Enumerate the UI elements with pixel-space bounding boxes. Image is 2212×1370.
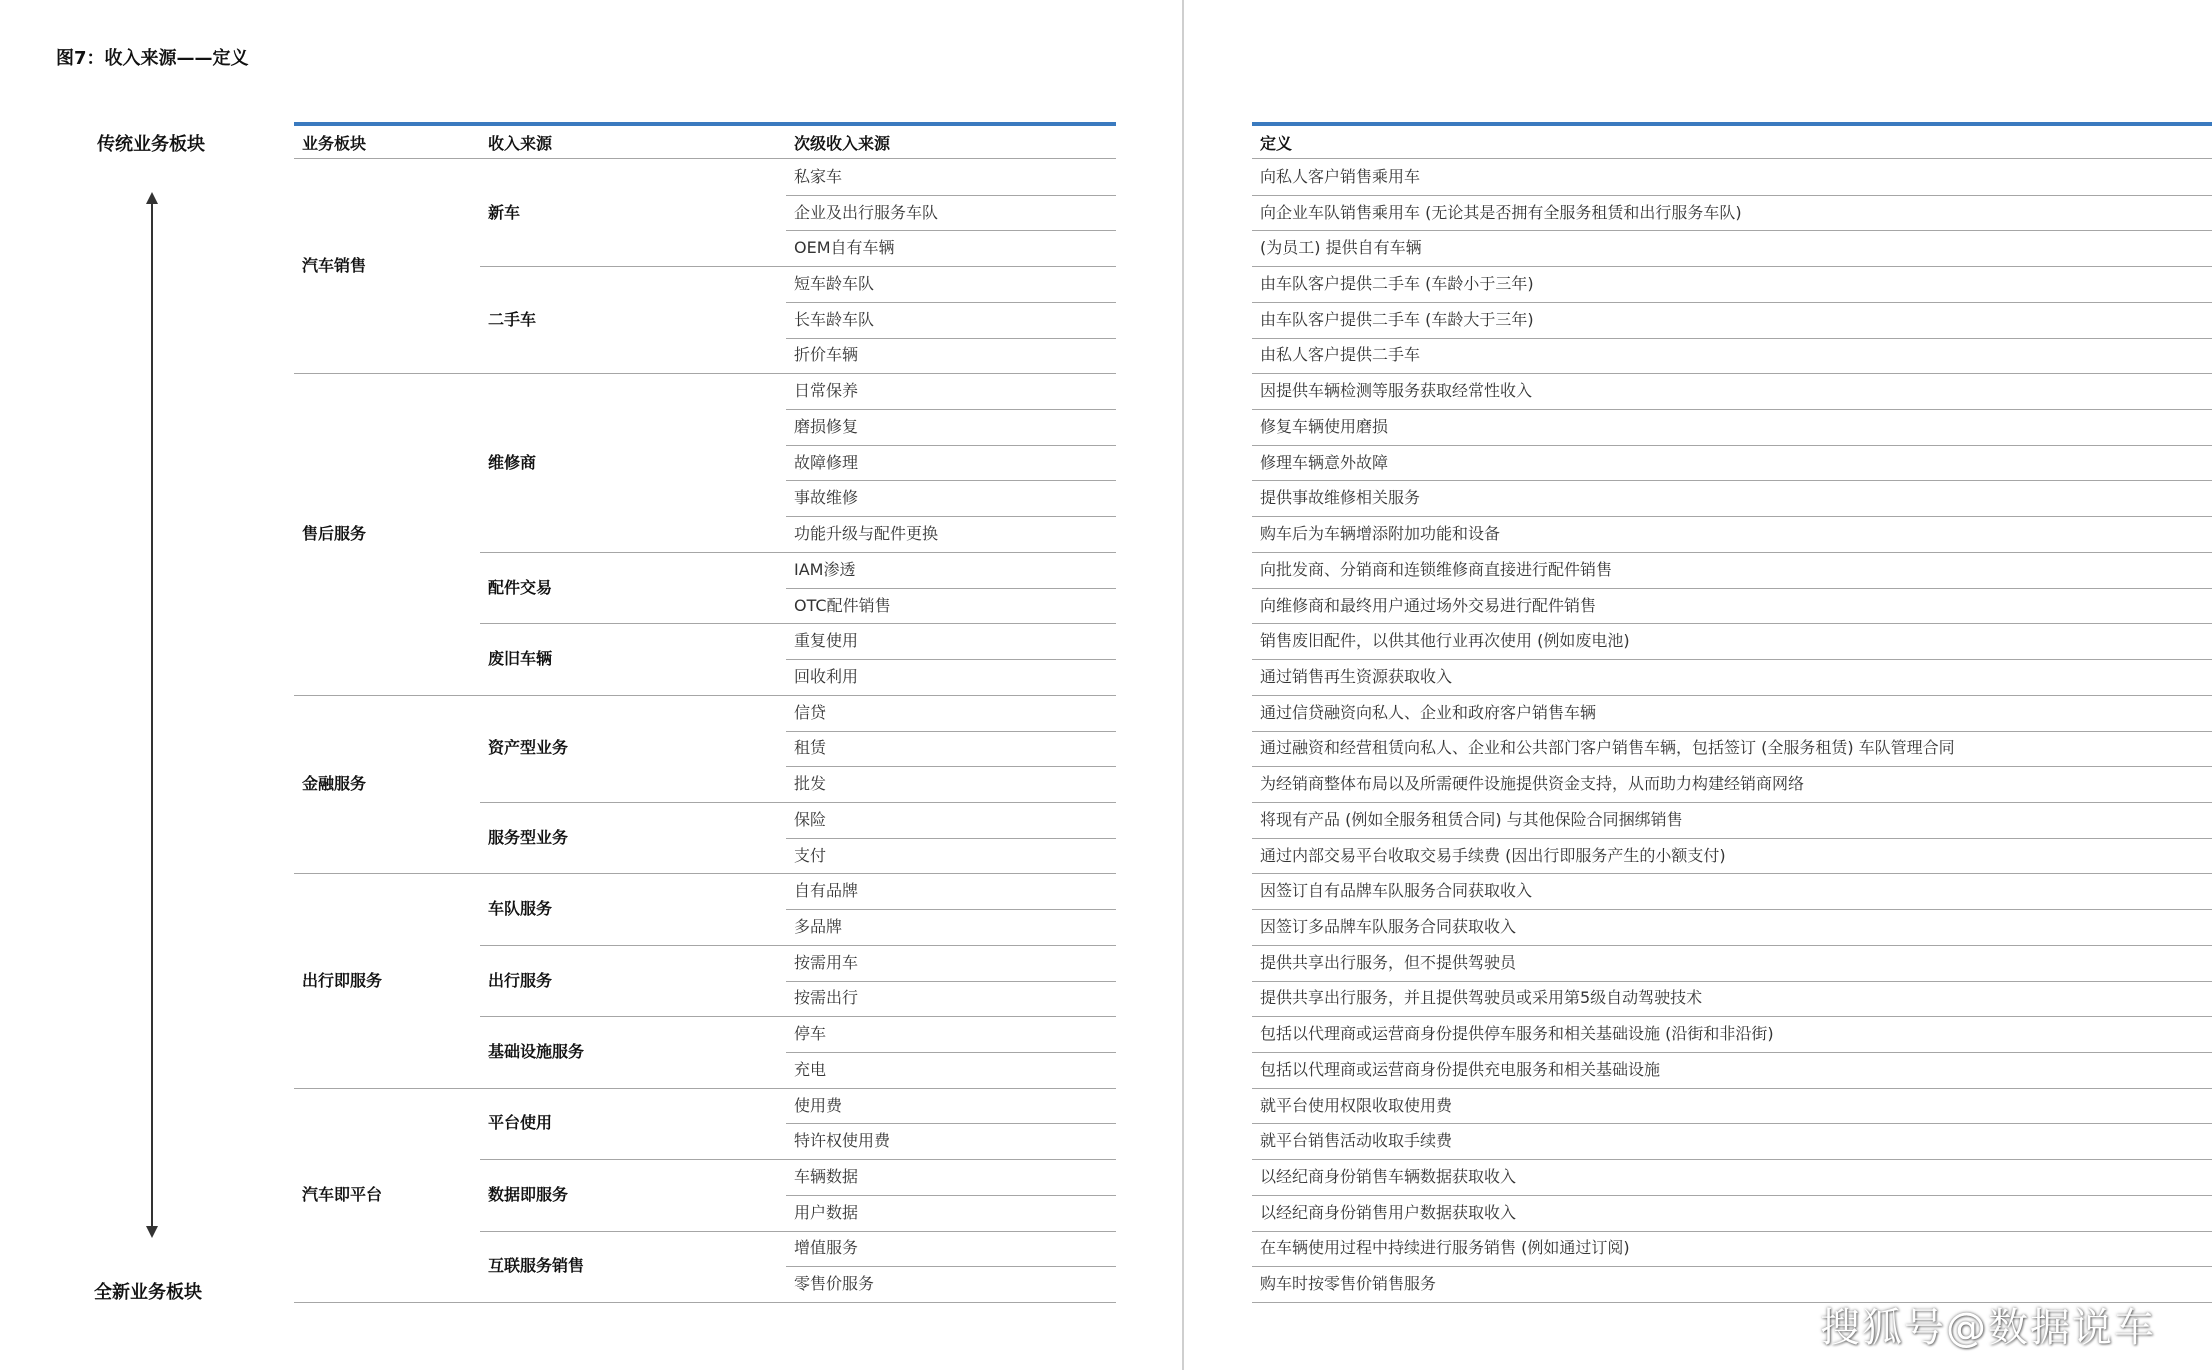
definition-cell: 因签订多品牌车队服务合同获取收入: [1260, 916, 1517, 936]
segment-label: 汽车销售: [302, 256, 367, 276]
definition-cell: 为经销商整体布局以及所需硬件设施提供资金支持，从而助力构建经销商网络: [1260, 774, 1805, 794]
source-label: 维修商: [488, 452, 537, 472]
definition-cell: 通过销售再生资源获取收入: [1260, 666, 1453, 686]
sub-source-cell: 保险: [794, 809, 827, 829]
definition-cell: 由车队客户提供二手车 (车龄小于三年): [1260, 274, 1534, 294]
definition-cell: 修复车辆使用磨损: [1260, 416, 1389, 436]
definition-cell: 通过融资和经营租赁向私人、企业和公共部门客户销售车辆，包括签订 (全服务租赁) 车队管理合同: [1260, 738, 1955, 758]
definition-cell: 以经纪商身份销售用户数据获取收入: [1260, 1202, 1517, 1222]
row-rule-left: [786, 588, 1116, 589]
definition-cell: 购车后为车辆增添附加功能和设备: [1260, 524, 1501, 544]
row-rule-right: [1252, 623, 2212, 624]
definition-cell: 修理车辆意外故障: [1260, 452, 1389, 472]
definition-cell: 就平台使用权限收取使用费: [1260, 1095, 1453, 1115]
row-rule-left: [786, 480, 1116, 481]
row-rule-left: [786, 338, 1116, 339]
header-rule-left: [294, 158, 1116, 159]
figure-title: 图7：收入来源——定义: [56, 48, 249, 69]
arrow-down-icon: [146, 1226, 158, 1238]
definition-cell: 由车队客户提供二手车 (车龄大于三年): [1260, 309, 1534, 329]
row-rule-left: [480, 802, 1116, 803]
row-rule-left: [786, 516, 1116, 517]
sub-source-cell: 功能升级与配件更换: [794, 524, 939, 544]
segment-label: 金融服务: [302, 774, 367, 794]
sub-source-cell: 重复使用: [794, 631, 859, 651]
row-rule-left: [294, 695, 1116, 696]
sub-source-cell: 增值服务: [794, 1238, 859, 1258]
sub-source-cell: 支付: [794, 845, 827, 865]
definition-cell: 以经纪商身份销售车辆数据获取收入: [1260, 1167, 1517, 1187]
definition-cell: 向企业车队销售乘用车 (无论其是否拥有全服务租赁和出行服务车队): [1260, 202, 1742, 222]
row-rule-right: [1252, 731, 2212, 732]
definition-cell: 包括以代理商或运营商身份提供停车服务和相关基础设施 (沿街和非沿街): [1260, 1024, 1774, 1044]
row-rule-right: [1252, 588, 2212, 589]
row-rule-right: [1252, 802, 2212, 803]
segment-label: 售后服务: [302, 524, 367, 544]
source-label: 出行服务: [488, 970, 553, 990]
header-sub-source: 次级收入来源: [794, 134, 891, 153]
sub-source-cell: 按需出行: [794, 988, 859, 1008]
row-rule-right: [1252, 1266, 2212, 1267]
row-rule-right: [1252, 1088, 2212, 1089]
definition-cell: 向批发商、分销商和连锁维修商直接进行配件销售: [1260, 559, 1613, 579]
row-rule-right: [1252, 266, 2212, 267]
definition-cell: 向私人客户销售乘用车: [1260, 166, 1421, 186]
row-rule-right: [1252, 445, 2212, 446]
definition-cell: 包括以代理商或运营商身份提供充电服务和相关基础设施: [1260, 1059, 1661, 1079]
definition-cell: 将现有产品 (例如全服务租赁合同) 与其他保险合同捆绑销售: [1260, 809, 1683, 829]
source-label: 平台使用: [488, 1113, 553, 1133]
axis-arrow-line: [151, 200, 153, 1230]
sub-source-cell: 停车: [794, 1024, 827, 1044]
row-rule-left: [480, 1159, 1116, 1160]
row-rule-left: [786, 230, 1116, 231]
definition-cell: 就平台销售活动收取手续费: [1260, 1131, 1453, 1151]
sub-source-cell: 按需用车: [794, 952, 859, 972]
sub-source-cell: 批发: [794, 774, 827, 794]
definition-cell: 因签订自有品牌车队服务合同获取收入: [1260, 881, 1533, 901]
row-rule-left: [786, 909, 1116, 910]
sub-source-cell: 用户数据: [794, 1202, 859, 1222]
row-rule-left: [786, 838, 1116, 839]
row-rule-left: [480, 1231, 1116, 1232]
sub-source-cell: 长车龄车队: [794, 309, 875, 329]
header-segment: 业务板块: [302, 134, 367, 153]
sub-source-cell: 企业及出行服务车队: [794, 202, 939, 222]
sub-source-cell: 日常保养: [794, 381, 859, 401]
sub-source-cell: OTC配件销售: [794, 595, 891, 615]
left-table-top-bar: [294, 122, 1116, 126]
definition-cell: 销售废旧配件，以供其他行业再次使用 (例如废电池): [1260, 631, 1630, 651]
header-definition: 定义: [1260, 134, 1293, 153]
source-label: 车队服务: [488, 899, 553, 919]
row-rule-left: [786, 1052, 1116, 1053]
sub-source-cell: 使用费: [794, 1095, 843, 1115]
right-table-top-bar: [1252, 122, 2212, 126]
row-rule-left: [480, 266, 1116, 267]
source-label: 配件交易: [488, 577, 553, 597]
row-rule-right: [1252, 373, 2212, 374]
row-rule-left: [480, 552, 1116, 553]
row-rule-right: [1252, 873, 2212, 874]
segment-label: 出行即服务: [302, 970, 383, 990]
sub-source-cell: 车辆数据: [794, 1167, 859, 1187]
sub-source-cell: 故障修理: [794, 452, 859, 472]
row-rule-left: [786, 1123, 1116, 1124]
row-rule-left: [786, 659, 1116, 660]
source-label: 基础设施服务: [488, 1042, 585, 1061]
row-rule-right: [1252, 695, 2212, 696]
definition-cell: 由私人客户提供二手车: [1260, 345, 1421, 365]
sub-source-cell: 特许权使用费: [794, 1131, 891, 1151]
row-rule-left: [786, 1266, 1116, 1267]
sub-source-cell: 零售价服务: [794, 1274, 875, 1294]
sub-source-cell: 自有品牌: [794, 881, 859, 901]
row-rule-left: [294, 873, 1116, 874]
definition-cell: (为员工) 提供自有车辆: [1260, 238, 1422, 258]
page-divider: [1182, 0, 1184, 1370]
row-rule-right: [1252, 195, 2212, 196]
definition-cell: 因提供车辆检测等服务获取经常性收入: [1260, 381, 1533, 401]
definition-cell: 通过内部交易平台收取交易手续费 (因出行即服务产生的小额支付): [1260, 845, 1726, 865]
row-rule-left: [294, 1088, 1116, 1089]
row-rule-left: [480, 1016, 1116, 1017]
axis-bottom-label: 全新业务板块: [94, 1282, 202, 1303]
row-rule-right: [1252, 480, 2212, 481]
row-rule-left: [294, 1302, 1116, 1303]
row-rule-right: [1252, 230, 2212, 231]
row-rule-right: [1252, 552, 2212, 553]
row-rule-left: [294, 373, 1116, 374]
row-rule-right: [1252, 945, 2212, 946]
row-rule-right: [1252, 516, 2212, 517]
segment-label: 汽车即平台: [302, 1184, 383, 1204]
row-rule-right: [1252, 909, 2212, 910]
definition-cell: 通过信贷融资向私人、企业和政府客户销售车辆: [1260, 702, 1597, 722]
definition-cell: 向维修商和最终用户通过场外交易进行配件销售: [1260, 595, 1597, 615]
header-rule-right: [1252, 158, 2212, 159]
sub-source-cell: 回收利用: [794, 666, 859, 686]
row-rule-right: [1252, 1195, 2212, 1196]
row-rule-right: [1252, 1016, 2212, 1017]
sub-source-cell: OEM自有车辆: [794, 238, 895, 258]
sub-source-cell: 磨损修复: [794, 416, 859, 436]
source-label: 互联服务销售: [488, 1256, 585, 1276]
row-rule-left: [786, 445, 1116, 446]
source-label: 废旧车辆: [488, 649, 553, 669]
sub-source-cell: 充电: [794, 1059, 827, 1079]
row-rule-left: [786, 731, 1116, 732]
definition-cell: 购车时按零售价销售服务: [1260, 1274, 1437, 1294]
sub-source-cell: 事故维修: [794, 488, 859, 508]
row-rule-right: [1252, 1123, 2212, 1124]
sub-source-cell: 租赁: [794, 738, 827, 758]
definition-cell: 提供事故维修相关服务: [1260, 488, 1421, 508]
row-rule-right: [1252, 981, 2212, 982]
sub-source-cell: 多品牌: [794, 916, 843, 936]
row-rule-right: [1252, 302, 2212, 303]
row-rule-left: [786, 1195, 1116, 1196]
sub-source-cell: 私家车: [794, 166, 843, 186]
row-rule-left: [786, 195, 1116, 196]
row-rule-right: [1252, 338, 2212, 339]
row-rule-right: [1252, 1052, 2212, 1053]
source-label: 数据即服务: [488, 1184, 569, 1204]
row-rule-right: [1252, 1159, 2212, 1160]
definition-cell: 提供共享出行服务，并且提供驾驶员或采用第5级自动驾驶技术: [1260, 988, 1703, 1008]
row-rule-left: [786, 409, 1116, 410]
sub-source-cell: 折价车辆: [794, 345, 859, 365]
source-label: 资产型业务: [488, 738, 569, 758]
definition-cell: 提供共享出行服务，但不提供驾驶员: [1260, 952, 1517, 972]
row-rule-right: [1252, 409, 2212, 410]
sub-source-cell: 信贷: [794, 702, 827, 722]
source-label: 新车: [488, 202, 521, 222]
definition-cell: 在车辆使用过程中持续进行服务销售 (例如通过订阅): [1260, 1238, 1630, 1258]
header-source: 收入来源: [488, 134, 553, 153]
axis-top-label: 传统业务板块: [97, 134, 205, 155]
watermark: 搜狐号@数据说车: [1820, 1305, 2156, 1351]
sub-source-cell: 短车龄车队: [794, 274, 875, 294]
row-rule-left: [480, 945, 1116, 946]
row-rule-right: [1252, 838, 2212, 839]
row-rule-left: [786, 302, 1116, 303]
row-rule-right: [1252, 766, 2212, 767]
sub-source-cell: IAM渗透: [794, 559, 856, 579]
row-rule-right: [1252, 1231, 2212, 1232]
row-rule-left: [786, 981, 1116, 982]
source-label: 二手车: [488, 309, 537, 329]
row-rule-right: [1252, 659, 2212, 660]
row-rule-left: [786, 766, 1116, 767]
source-label: 服务型业务: [488, 827, 569, 847]
row-rule-left: [480, 623, 1116, 624]
